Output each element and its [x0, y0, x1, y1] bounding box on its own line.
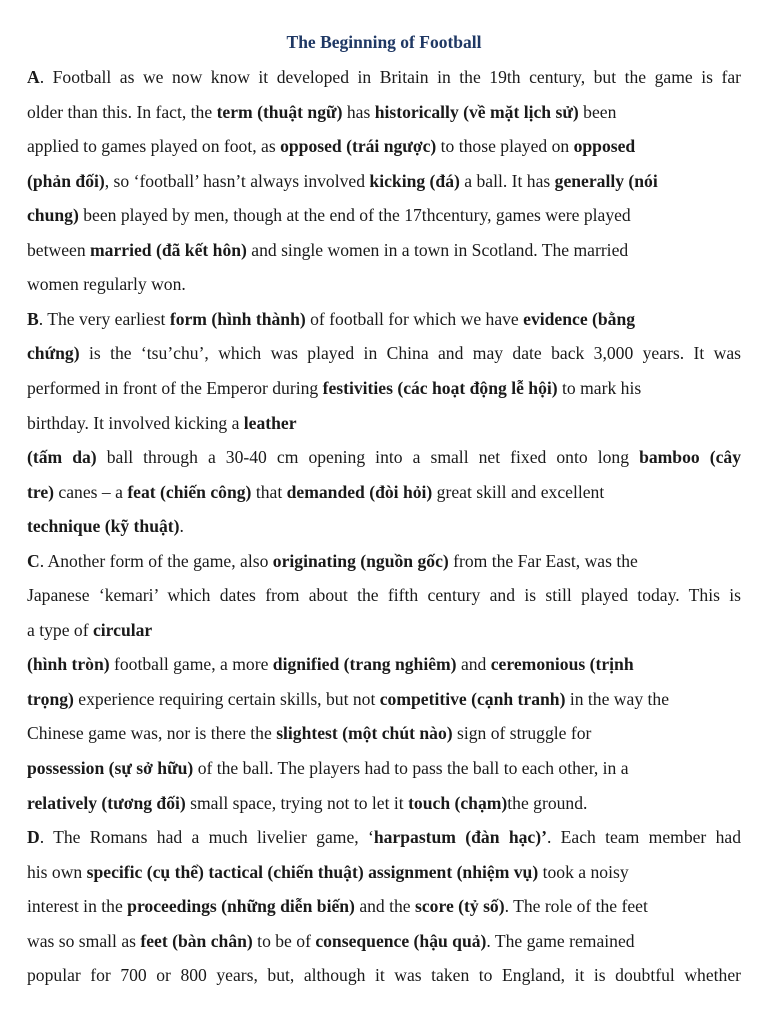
text-line: [27, 687, 669, 711]
bold-text-segment: (phản đối): [27, 170, 105, 191]
text-segment: older than this. In fact, the: [27, 101, 217, 122]
bold-text-segment: consequence (hậu quả): [315, 930, 487, 951]
text-line: [27, 791, 587, 815]
bold-text-segment: touch (chạm): [408, 792, 508, 813]
text-segment: . The Romans had a much livelier game, ‘: [39, 827, 374, 848]
bold-text-segment: feat (chiến công): [127, 481, 252, 502]
text-line: [27, 894, 648, 918]
text-line: [27, 65, 741, 89]
bold-text-segment: possession (sự sở hữu): [27, 758, 194, 778]
text-segment: was so small as: [27, 930, 141, 951]
text-segment: and: [456, 654, 491, 675]
text-line: [27, 411, 297, 435]
text-line: [27, 341, 741, 365]
text-line: [27, 860, 629, 884]
text-line: [27, 825, 741, 849]
text-segment: small space, trying not to let it: [185, 792, 409, 813]
text-segment: applied to games played on foot, as: [27, 136, 281, 157]
text-segment: to be of: [252, 930, 316, 951]
bold-text-segment: B: [27, 308, 39, 329]
bold-text-segment: feet (bàn chân): [140, 930, 253, 951]
text-line: [27, 238, 628, 262]
text-line: [27, 549, 638, 573]
bold-text-segment: specific (cụ thể): [86, 861, 204, 882]
text-line: [27, 963, 741, 987]
text-line: [27, 583, 741, 607]
bold-text-segment: kicking (đá): [369, 170, 460, 191]
text-segment: of the ball. The players had to pass the ball to each other, in a: [193, 758, 629, 778]
bold-text-segment: D: [27, 827, 40, 848]
text-segment: , so ‘football’ hasn’t always involved: [104, 170, 370, 191]
text-segment: been: [578, 101, 617, 122]
text-line: [27, 445, 741, 469]
text-segment: been played by men, though at the end of the 17thcentury, games were played: [78, 205, 631, 226]
text-segment: and single women in a town in Scotland. The married: [246, 239, 629, 260]
bold-text-segment: assignment (nhiệm vụ): [368, 861, 539, 882]
text-segment: a type of: [27, 619, 93, 640]
bold-text-segment: tactical (chiến thuật): [208, 861, 364, 882]
text-segment: . The role of the feet: [504, 896, 648, 917]
text-line: [27, 376, 641, 400]
text-line: [27, 134, 635, 158]
text-segment: Japanese ‘kemari’ which dates from about the fifth century and is still played today. This is: [27, 585, 741, 606]
text-segment: a ball. It has: [459, 170, 555, 191]
bold-text-segment: (tấm da): [27, 447, 97, 468]
text-segment: of football for which we have: [305, 308, 524, 329]
text-line: [27, 756, 629, 780]
bold-text-segment: demanded (đòi hỏi): [286, 481, 433, 502]
text-line: [27, 100, 616, 124]
document-title: The Beginning of Football: [286, 32, 482, 52]
text-segment: women regularly won.: [27, 274, 186, 295]
text-segment: the ground.: [507, 792, 588, 813]
bold-text-segment: proceedings (những diễn biến): [127, 896, 355, 917]
text-segment: to those played on: [436, 136, 574, 157]
text-segment: that: [251, 481, 287, 502]
bold-text-segment: leather: [243, 412, 297, 433]
text-segment: in the way the: [565, 688, 670, 709]
text-segment: . Each team member had: [546, 827, 741, 848]
text-segment: . The game remained: [486, 930, 635, 951]
text-segment: took a noisy: [538, 861, 629, 882]
text-segment: sign of struggle for: [452, 723, 592, 744]
text-segment: popular for 700 or 800 years, but, although it was taken to England, it is doubtful whether: [27, 965, 741, 986]
bold-text-segment: originating (nguồn gốc): [272, 550, 449, 571]
bold-text-segment: harpastum (đàn hạc)’: [373, 827, 547, 848]
text-segment: .: [179, 516, 184, 537]
text-line: [27, 480, 604, 504]
bold-text-segment: festivities (các hoạt động lễ hội): [322, 377, 558, 398]
bold-text-segment: evidence (bằng: [523, 308, 636, 329]
text-segment: ball through a 30-40 cm opening into a small net fixed onto long: [96, 447, 640, 468]
bold-text-segment: technique (kỹ thuật): [27, 516, 180, 537]
text-segment: football game, a more: [109, 654, 273, 675]
text-line: [27, 307, 635, 331]
text-segment: great skill and excellent: [432, 481, 605, 502]
text-line: [27, 721, 591, 745]
bold-text-segment: score (tỷ số): [415, 896, 505, 917]
bold-text-segment: trọng): [27, 688, 74, 709]
bold-text-segment: relatively (tương đối): [27, 792, 186, 813]
text-segment: canes – a: [54, 481, 128, 502]
text-segment: . Football as we now know it developed in Britain in the 19th century, but the game is far: [39, 67, 741, 87]
bold-text-segment: (hình tròn): [27, 654, 110, 675]
bold-text-segment: term (thuật ngữ): [216, 101, 343, 122]
text-line: [27, 618, 152, 642]
text-segment: birthday. It involved kicking a: [27, 412, 244, 433]
bold-text-segment: ceremonious (trịnh: [490, 654, 634, 675]
text-segment: is the ‘tsu’chu’, which was played in China and may date back 3,000 years. It was: [79, 343, 741, 364]
bold-text-segment: historically (về mặt lịch sử): [374, 101, 579, 122]
text-segment: interest in the: [27, 896, 128, 917]
bold-text-segment: opposed: [573, 136, 636, 157]
bold-text-segment: slightest (một chút nào): [276, 723, 453, 744]
text-segment: to mark his: [557, 377, 642, 398]
text-line: [27, 272, 186, 296]
text-line: [27, 514, 184, 538]
bold-text-segment: chung): [27, 205, 79, 226]
text-segment: between: [27, 239, 91, 260]
text-line: [27, 652, 634, 676]
text-segment: and the: [354, 896, 416, 917]
bold-text-segment: chứng): [27, 343, 80, 364]
text-segment: . The very earliest: [38, 308, 170, 329]
text-line: [27, 169, 658, 193]
text-segment: from the Far East, was the: [448, 550, 638, 571]
text-segment: . Another form of the game, also: [39, 550, 273, 571]
text-segment: experience requiring certain skills, but not: [73, 688, 380, 709]
bold-text-segment: A: [27, 67, 40, 87]
bold-text-segment: competitive (cạnh tranh): [379, 688, 566, 709]
bold-text-segment: form (hình thành): [169, 308, 306, 329]
text-line: [27, 929, 635, 953]
bold-text-segment: married (đã kết hôn): [90, 239, 247, 260]
text-segment: has: [342, 101, 375, 122]
bold-text-segment: dignified (trang nghiêm): [272, 654, 457, 675]
bold-text-segment: circular: [92, 619, 153, 640]
bold-text-segment: opposed (trái ngược): [280, 136, 437, 157]
bold-text-segment: generally (nói: [554, 170, 658, 191]
bold-text-segment: C: [27, 550, 40, 571]
text-line: [27, 203, 631, 227]
text-segment: performed in front of the Emperor during: [27, 377, 323, 398]
text-segment: his own: [27, 861, 87, 882]
bold-text-segment: bamboo (cây: [639, 447, 741, 468]
text-segment: Chinese game was, nor is there the: [27, 723, 277, 744]
bold-text-segment: tre): [27, 481, 55, 502]
